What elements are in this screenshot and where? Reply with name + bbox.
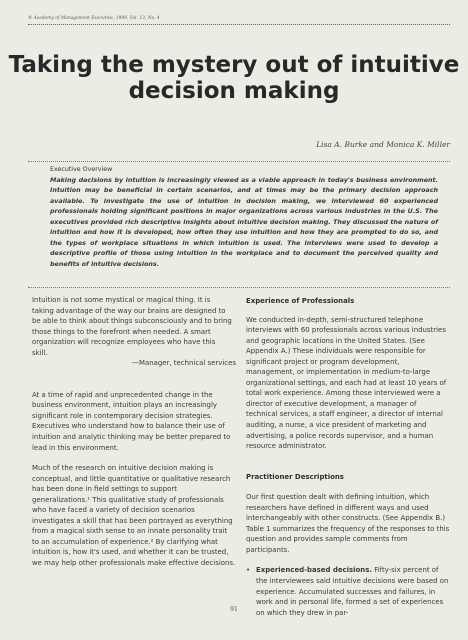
page-number: 91 — [230, 606, 238, 613]
overview-heading: Executive Overview — [50, 166, 113, 173]
practitioner-paragraph: Our first question dealt with defining intuition, which researchers have defined in different ways and used interchangeably with other constructs. (See Appendix B.) Table 1 summarizes the frequency of the responses to this question and provides sample comments from participants. — [246, 493, 450, 554]
epigraph-quote: Intuition is not some mystical or magical thing. It is taking advantage of the way our brains are designed to be able to think about things subconsciously and to bring those things to the forefront when needed. A smart organization will recognize employees who have this skill. — [32, 296, 232, 357]
epigraph-attribution: —Manager, technical services — [132, 359, 236, 368]
right-column — [246, 296, 450, 618]
left-column — [32, 295, 236, 569]
article-title: Taking the mystery out of intuitive decision making — [8, 52, 460, 104]
experience-paragraph: We conducted in-depth, semi-structured telephone interviews with 60 professionals across various industries and geographic locations in the United States. (See Appendix A.) These individuals were responsible for significant project or program development, management, or implementation in medium-to-large organizational settings, and each had at least 10 years of total work experience. Among those interviewed were a director of executive development, a manager of technical services, a staff engineer, a director of internal auditing, a nurse, a vice president of marketing and advertising, a police records supervisor, and a human resource administrator. — [246, 315, 447, 451]
bullet-text: Fifty-six percent of the interviewees said intuitive decisions were based on experience. Accumulated successes and failures, in work and in personal life, formed a set of experiences on which they drew in par- — [256, 566, 449, 617]
running-head: ® Academy of Management Executive, 1999, Vol. 13, No. 4 — [28, 15, 160, 20]
overview-bottom-divider — [28, 287, 450, 288]
intro-paragraph-2: Much of the research on intuitive decision making is conceptual, and little quantitative or qualitative research has been done in field settings to support generalizations.¹ This qualitative study of professionals who have faced a variety of decision scenarios investigates a skill that has been portrayed as everything from a magical sixth sense to an innate personality trait to an accumulation of experience.² By clarifying what intuition is, how it's used, and whether it can be trusted, we may help other professionals make effective decisions. — [32, 464, 236, 568]
bullet-icon: • — [246, 566, 251, 575]
overview-text: Making decisions by intuition is increasingly viewed as a viable approach in today's business environment. Intuition may be beneficial in certain scenarios, and at times may be the primary decision approach available. To investigate the use of intuition in decision making, we interviewed 60 experienced professionals holding significant positions in major organizations across various industries in the U.S. The executives provided rich descriptive insights about intuitive decision making. They discussed the nature of intuition and how it is developed, how often they use intuition and how they are prompted to do so, and the types of workplace situations in which intuition is used. The interviews were used to develop a descriptive profile of those using intuition in the workplace and to document the perceived quality and benefits of intuitive decisions. — [50, 176, 438, 268]
intro-paragraph-1: At a time of rapid and unprecedented change in the business environment, intuition plays an increasingly significant role in contemporary decision strategies. Executives who understand how to balance their use of intuition and analytic thinking may be better prepared to lead in this environment. — [32, 390, 231, 452]
section-heading-experience: Experience of Professionals — [246, 297, 355, 305]
executive-overview — [50, 165, 438, 270]
article-authors: Lisa A. Burke and Monica K. Miller — [316, 140, 450, 149]
top-divider — [28, 24, 450, 25]
bullet-lead: Experienced-based decisions. — [256, 566, 372, 575]
section-heading-practitioner: Practitioner Descriptions — [246, 472, 344, 481]
overview-top-divider — [28, 161, 450, 162]
